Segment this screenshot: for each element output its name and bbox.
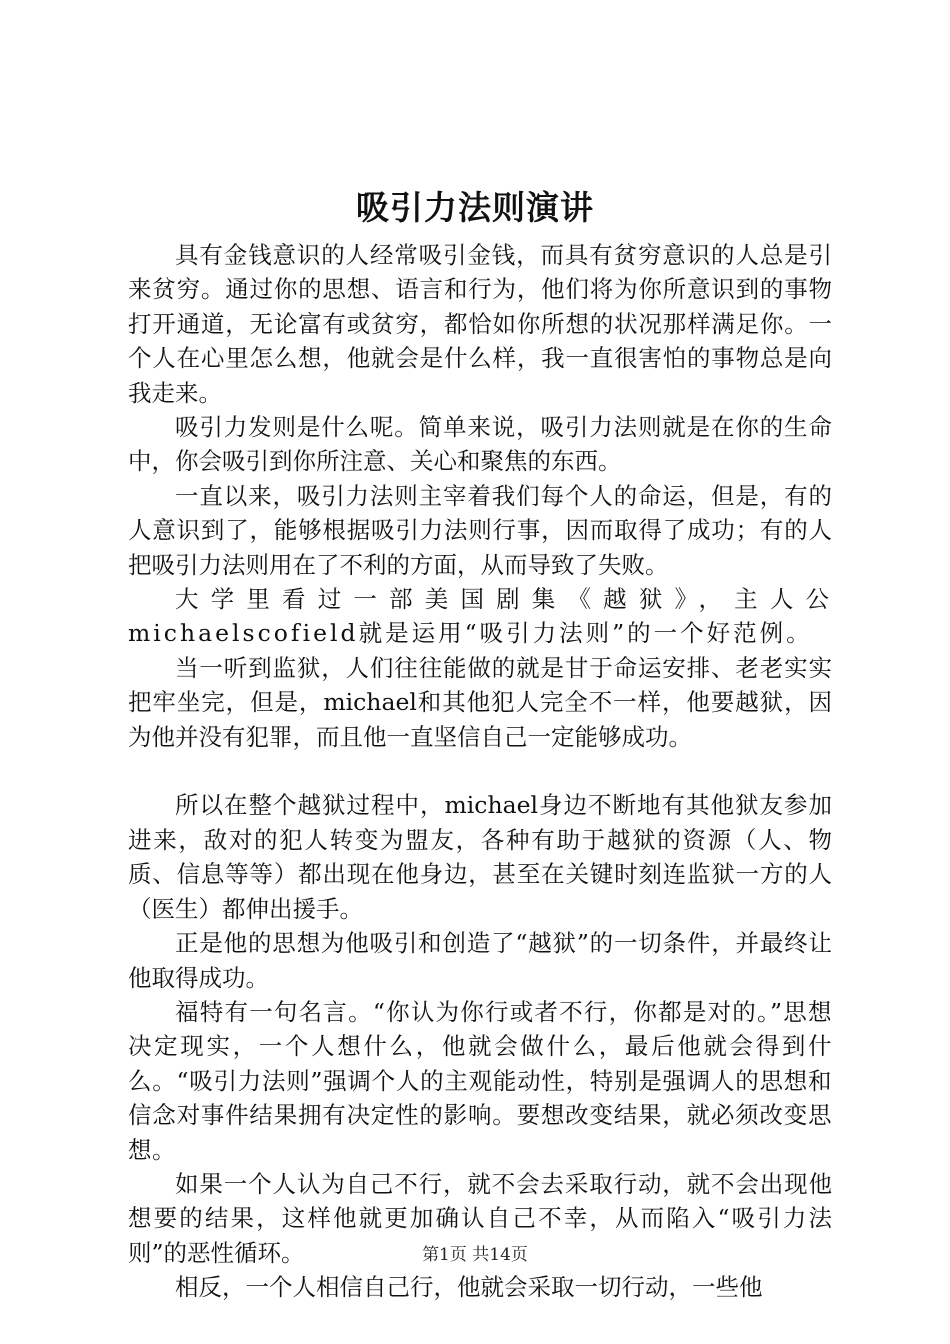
page-footer: 第1页 共14页: [422, 1245, 528, 1265]
paragraph-9: 如果一个人认为自己不行，就不会去采取行动，就不会出现他想要的结果，这样他就更加确认自己不幸，从而陷入“吸引力法则”的恶性循环。: [128, 1169, 832, 1267]
blank-line: [128, 754, 832, 788]
paragraph-10: 相反，一个人相信自己行，他就会采取一切行动，一些他: [175, 1273, 763, 1302]
paragraph-6: 所以在整个越狱过程中，michael身边不断地有其他狱友参加进来，敌对的犯人转变为盟友，各种有助于越狱的资源（人、物质、信息等等）都出现在他身边，甚至在关键时刻连监狱一方的人（医生）都伸出援手。: [128, 791, 832, 923]
paragraph-4: 大学里看过一部美国剧集《越狱》，主人公michaelscofield就是运用“吸引力法则”的一个好范例。: [128, 585, 832, 648]
paragraph-5: 当一听到监狱，人们往往能做的就是甘于命运安排、老老实实把牢坐完，但是，michael和其他犯人完全不一样，他要越狱，因为他并没有犯罪，而且他一直坚信自己一定能够成功。: [128, 653, 832, 751]
page-title: 吸引力法则演讲: [356, 188, 594, 227]
paragraph-7: 正是他的思想为他吸引和创造了“越狱”的一切条件，并最终让他取得成功。: [128, 929, 832, 992]
document-body: [128, 238, 832, 1305]
paragraph-2: 吸引力发则是什么呢。简单来说，吸引力法则就是在你的生命中，你会吸引到你所注意、关心和聚焦的东西。: [128, 413, 832, 476]
paragraph-8: 福特有一句名言。“你认为你行或者不行，你都是对的。”思想决定现实，一个人想什么，他就会做什么，最后他就会得到什么。“吸引力法则”强调个人的主观能动性，特别是强调人的思想和信念对事件结果拥有决定性的影响。要想改变结果，就必须改变思想。: [128, 997, 832, 1164]
paragraph-1: 具有金钱意识的人经常吸引金钱，而具有贫穷意识的人总是引来贫穷。通过你的思想、语言和行为，他们将为你所意识到的事物打开通道，无论富有或贫穷，都恰如你所想的状况那样满足你。一个人在心里怎么想，他就会是什么样，我一直很害怕的事物总是向我走来。: [128, 241, 832, 407]
paragraph-3: 一直以来，吸引力法则主宰着我们每个人的命运，但是，有的人意识到了，能够根据吸引力法则行事，因而取得了成功；有的人把吸引力法则用在了不利的方面，从而导致了失败。: [128, 481, 832, 579]
